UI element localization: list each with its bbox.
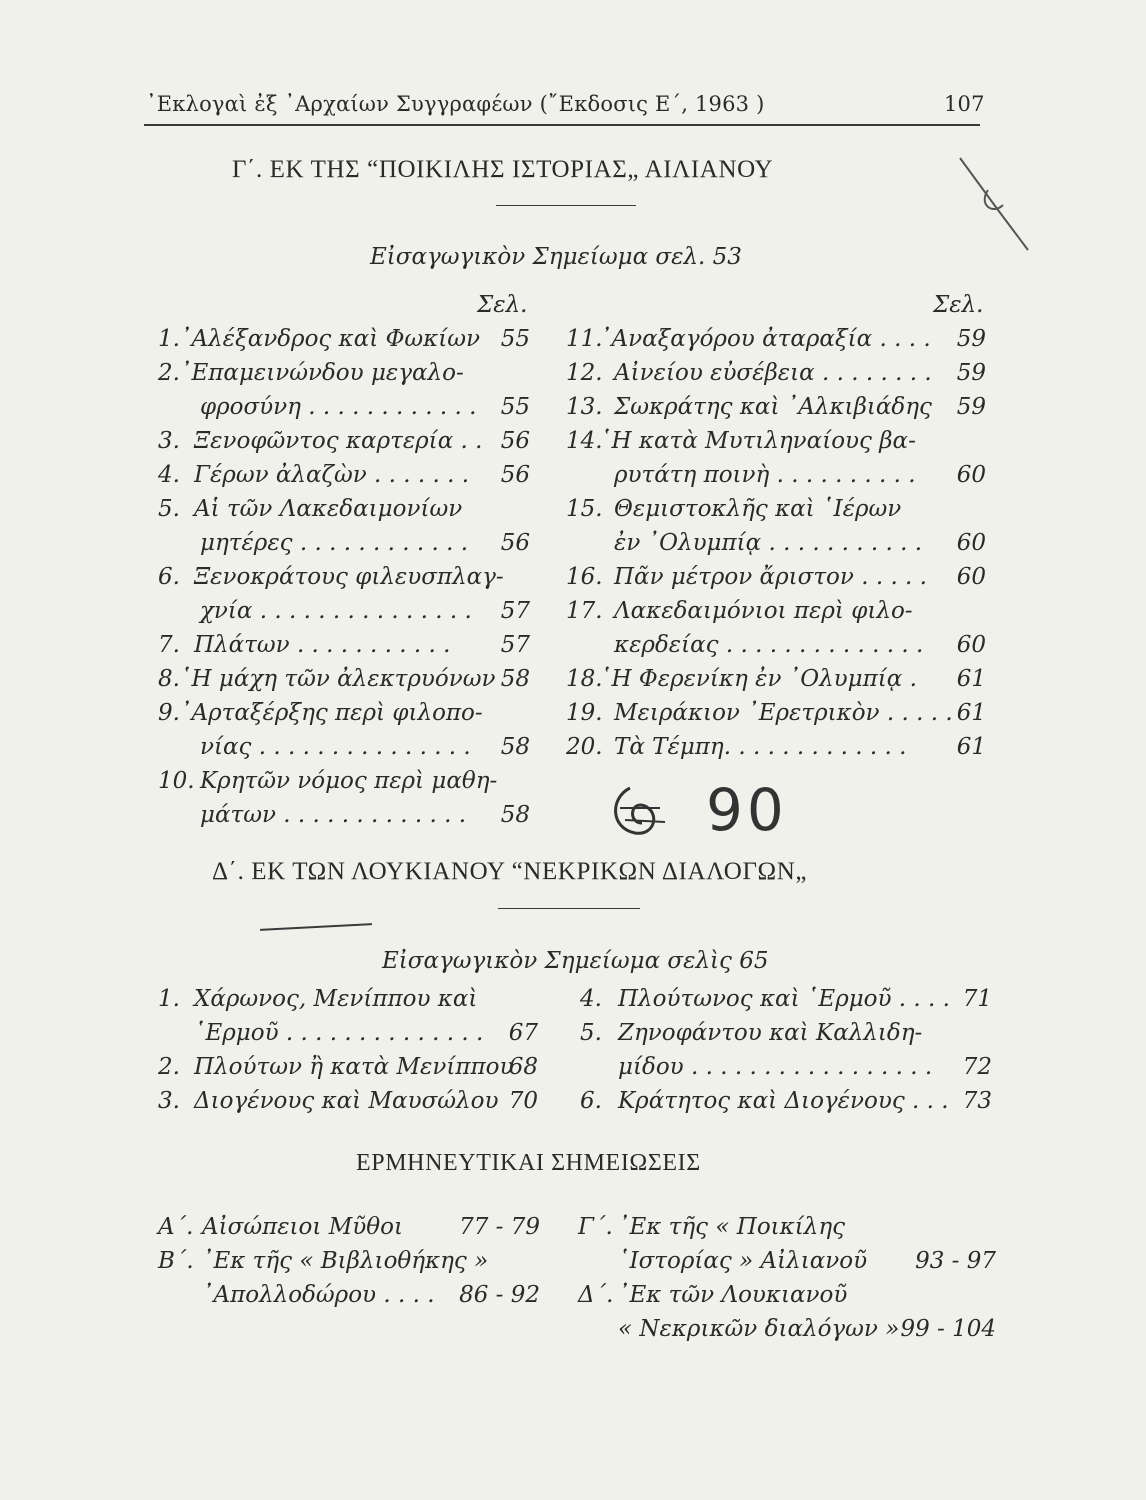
list-item: 10. Κρητῶν νόμος περὶ μαθη- — [158, 768, 498, 794]
notes-left-list — [158, 1210, 540, 1312]
list-item: ῾Ερμοῦ . . . . . . . . . . . . . . 67 — [194, 1020, 538, 1046]
list-item: 20. Τὰ Τέμπη. . . . . . . . . . . . . 61 — [566, 734, 986, 760]
list-item: μίδου . . . . . . . . . . . . . . . . . 72 — [618, 1054, 992, 1080]
list-item: 1. Χάρωνος, Μενίππου καὶ — [158, 986, 478, 1012]
list-item: 5. Αἱ τῶν Λακεδαιμονίων — [158, 496, 463, 522]
list-item: 1. ᾿Αλέξανδρος καὶ Φωκίων 55 — [158, 326, 530, 352]
section-d-intro: Εἰσαγωγικὸν Σημείωμα σελὶς 65 — [382, 948, 769, 974]
header-rule — [144, 124, 980, 126]
list-item: 14. ῾Η κατὰ Μυτιληναίους βα- — [566, 428, 916, 454]
list-item: μάτων . . . . . . . . . . . . . 58 — [200, 802, 530, 828]
page-label-left: Σελ. — [477, 292, 528, 318]
list-item: 9. ᾿Αρταξέρξης περὶ φιλοπο- — [158, 700, 483, 726]
page-label-right: Σελ. — [933, 292, 984, 318]
list-item: 12. Αἰνείου εὐσέβεια . . . . . . . . 59 — [566, 360, 986, 386]
list-item: « Νεκρικῶν διαλόγων » 99 - 104 — [618, 1316, 996, 1342]
page-number: 107 — [944, 92, 985, 116]
section-d-underline — [498, 908, 640, 909]
list-item: μητέρες . . . . . . . . . . . . 56 — [200, 530, 530, 556]
section-c-left-list — [158, 322, 530, 832]
list-item: Β΄. ᾿Εκ τῆς « Βιβλιοθήκης » — [158, 1248, 489, 1274]
list-item: 8. ῾Η μάχη τῶν ἀλεκτρυόνων 58 — [158, 666, 530, 692]
list-item: 4. Γέρων ἀλαζὼν . . . . . . . 56 — [158, 462, 530, 488]
list-item: χνία . . . . . . . . . . . . . . . 57 — [200, 598, 530, 624]
running-title: ᾿Εκλογαὶ ἐξ ᾿Αρχαίων Συγγραφέων (῎Εκδοσις Ε΄, 1963 ) — [146, 92, 765, 116]
list-item: 19. Μειράκιον ᾿Ερετρικὸν . . . . . 61 — [566, 700, 986, 726]
list-item: 6. Ξενοκράτους φιλευσπλαγ- — [158, 564, 504, 590]
list-item: 13. Σωκράτης καὶ ᾿Αλκιβιάδης 59 — [566, 394, 986, 420]
list-item: 16. Πᾶν μέτρον ἄριστον . . . . . 60 — [566, 564, 986, 590]
list-item: ῾Ιστορίας » Αἰλιανοῦ 93 - 97 — [618, 1248, 996, 1274]
list-item: 11. ᾿Αναξαγόρου ἀταραξία . . . . 59 — [566, 326, 986, 352]
list-item: 3. Ξενοφῶντος καρτερία . . 56 — [158, 428, 530, 454]
list-item: 2. ᾿Επαμεινώνδου μεγαλο- — [158, 360, 464, 386]
list-item: ἐν ᾿Ολυμπίᾳ . . . . . . . . . . . 60 — [614, 530, 986, 556]
section-d-title: Δ΄. ΕΚ ΤΩΝ ΛΟΥΚΙΑΝΟΥ “ΝΕΚΡΙΚΩΝ ΔΙΑΛΟΓΩΝ„ — [212, 858, 808, 885]
pen-mark-icon — [958, 150, 1038, 260]
pen-stroke — [260, 923, 372, 931]
list-item: 3. Διογένους καὶ Μαυσώλου 70 — [158, 1088, 538, 1114]
list-item: 6. Κράτητος καὶ Διογένους . . . 73 — [580, 1088, 992, 1114]
handwritten-scribble-icon — [600, 778, 690, 848]
list-item: φροσύνη . . . . . . . . . . . . 55 — [200, 394, 530, 420]
list-item: ᾿Απολλοδώρου . . . . 86 - 92 — [202, 1282, 540, 1308]
list-item: κερδείας . . . . . . . . . . . . . . 60 — [614, 632, 986, 658]
list-item: 2. Πλούτων ἢ κατὰ Μενίππου 68 — [158, 1054, 538, 1080]
list-item: 15. Θεμιστοκλῆς καὶ ῾Ιέρων — [566, 496, 902, 522]
notes-title: ΕΡΜΗΝΕΥΤΙΚΑΙ ΣΗΜΕΙΩΣΕΙΣ — [356, 1150, 701, 1176]
list-item: ρυτάτη ποινὴ . . . . . . . . . . 60 — [614, 462, 986, 488]
section-c-intro: Εἰσαγωγικὸν Σημείωμα σελ. 53 — [370, 244, 742, 270]
list-item: 17. Λακεδαιμόνιοι περὶ φιλο- — [566, 598, 913, 624]
section-c-right-list — [566, 322, 986, 764]
section-c-title: Γ΄. ΕΚ ΤΗΣ “ΠΟΙΚΙΛΗΣ ΙΣΤΟΡΙΑΣ„ ΑΙΛΙΑΝΟΥ — [232, 156, 774, 183]
handwritten-note: 90 — [706, 776, 788, 844]
section-c-underline — [496, 205, 636, 206]
list-item: Α΄. Αἰσώπειοι Μῦθοι 77 - 79 — [158, 1214, 540, 1240]
list-item: νίας . . . . . . . . . . . . . . . 58 — [200, 734, 530, 760]
list-item: 5. Ζηνοφάντου καὶ Καλλιδη- — [580, 1020, 923, 1046]
list-item: 4. Πλούτωνος καὶ ῾Ερμοῦ . . . . 71 — [580, 986, 992, 1012]
section-d-right-list — [580, 982, 992, 1118]
list-item: 7. Πλάτων . . . . . . . . . . . 57 — [158, 632, 530, 658]
list-item: Δ΄. ᾿Εκ τῶν Λουκιανοῦ — [578, 1282, 848, 1308]
list-item: Γ΄. ᾿Εκ τῆς « Ποικίλης — [578, 1214, 846, 1240]
section-d-left-list — [158, 982, 538, 1118]
list-item: 18. ῾Η Φερενίκη ἐν ᾿Ολυμπίᾳ . 61 — [566, 666, 986, 692]
notes-right-list — [578, 1210, 996, 1346]
